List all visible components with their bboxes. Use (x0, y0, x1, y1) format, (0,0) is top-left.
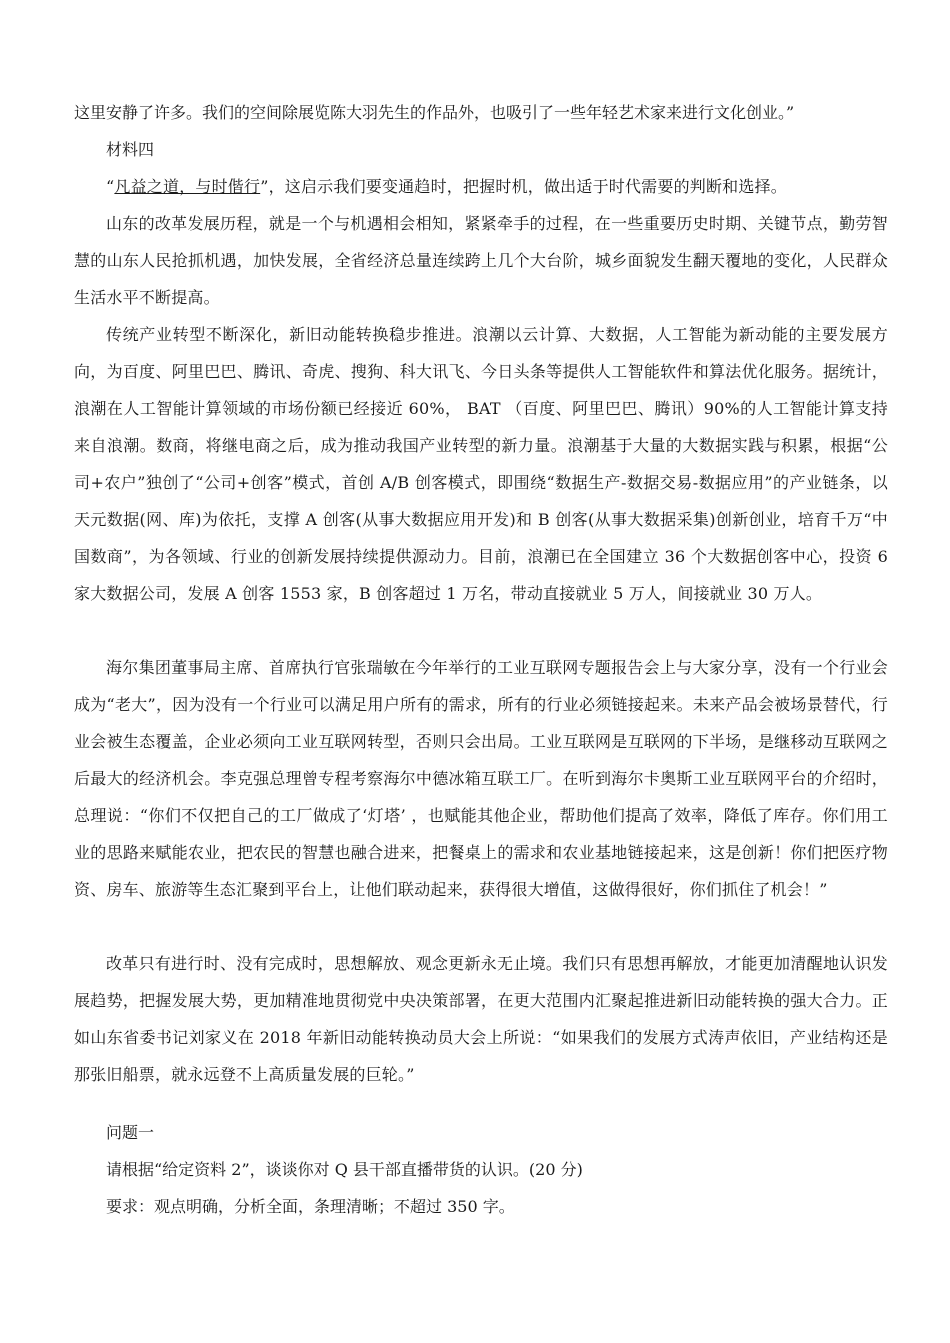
paragraph-inspur: 传统产业转型不断深化，新旧动能转换稳步推进。浪潮以云计算、大数据，人工智能为新动能的主要发展方向，为百度、阿里巴巴、腾讯、奇虎、搜狗、科大讯飞、今日头条等提供人工智能软件和算法优化服务。据统计，浪潮在人工智能计算领域的市场份额已经接近 60%， BAT （百度、阿里巴巴、腾讯）90%的人工智能计算支持来自浪潮。数商，将继电商之后，成为推动我国产业转型的新力量。浪潮基于大量的大数据实践与积累，根据“公司+农户”独创了“公司+创客”模式，首创 A/B 创客模式，即围绕“数据生产-数据交易-数据应用”的产业链条，以天元数据(网、库)为依托，支撑 A 创客(从事大数据应用开发)和 B 创客(从事大数据采集)创新创业，培育千万“中国数商”，为各领域、行业的创新发展持续提供源动力。目前，浪潮已在全国建立 36 个大数据创客中心，投资 6 家大数据公司，发展 A 创客 1553 家，B 创客超过 1 万名，带动直接就业 5 万人，间接就业 30 万人。 (74, 325, 888, 603)
quote-paragraph (74, 168, 888, 205)
quote-paragraph-rest: ”，这启示我们要变通趋时，把握时机，做出适于时代需要的判断和选择。 (260, 177, 787, 196)
question-heading: 问题一 (106, 1123, 155, 1142)
continuation-line: 这里安静了许多。我们的空间除展览陈大羽先生的作品外，也吸引了一些年轻艺术家来进行文化创业。” (74, 103, 795, 122)
quote-open-mark: “ (106, 177, 115, 196)
requirement-text: 要求：观点明确，分析全面，条理清晰；不超过 350 字。 (106, 1197, 515, 1216)
paragraph-shandong-reform: 山东的改革发展历程，就是一个与机遇相会相知，紧紧牵手的过程，在一些重要历史时期、关键节点，勤劳智慧的山东人民抢抓机遇，加快发展，全省经济总量连续跨上几个大台阶，城乡面貌发生翻天覆地的变化，人民群众生活水平不断提高。 (74, 214, 888, 307)
material-heading: 材料四 (106, 140, 155, 159)
paragraph-haier: 海尔集团董事局主席、首席执行官张瑞敏在今年举行的工业互联网专题报告会上与大家分享，没有一个行业会成为“老大”，因为没有一个行业可以满足用户所有的需求，所有的行业必须链接起来。未来产品会被场景替代，行业会被生态覆盖，企业必须向工业互联网转型，否则只会出局。工业互联网是互联网的下半场，是继移动互联网之后最大的经济机会。李克强总理曾专程考察海尔中德冰箱互联工厂。在听到海尔卡奥斯工业互联网平台的介绍时，总理说：“你们不仅把自己的工厂做成了‘灯塔’ ，也赋能其他企业，帮助他们提高了效率，降低了库存。你们用工业的思路来赋能农业，把农民的智慧也融合进来，把餐桌上的需求和农业基地链接起来，这是创新！你们把医疗物资、房车、旅游等生态汇聚到平台上，让他们联动起来，获得很大增值，这做得很好，你们抓住了机会！” (74, 658, 888, 899)
paragraph-reform-ongoing: 改革只有进行时、没有完成时，思想解放、观念更新永无止境。我们只有思想再解放，才能更加清醒地认识发展趋势，把握发展大势，更加精准地贯彻党中央决策部署，在更大范围内汇聚起推进新旧动能转换的强大合力。正如山东省委书记刘家义在 2018 年新旧动能转换动员大会上所说：“如果我们的发展方式涛声依旧，产业结构还是那张旧船票，就永远登不上高质量发展的巨轮。” (74, 954, 888, 1084)
question-text: 请根据“给定资料 2”，谈谈你对 Q 县干部直播带货的认识。(20 分) (106, 1160, 583, 1179)
classical-quote: 凡益之道，与时偕行 (114, 177, 261, 196)
